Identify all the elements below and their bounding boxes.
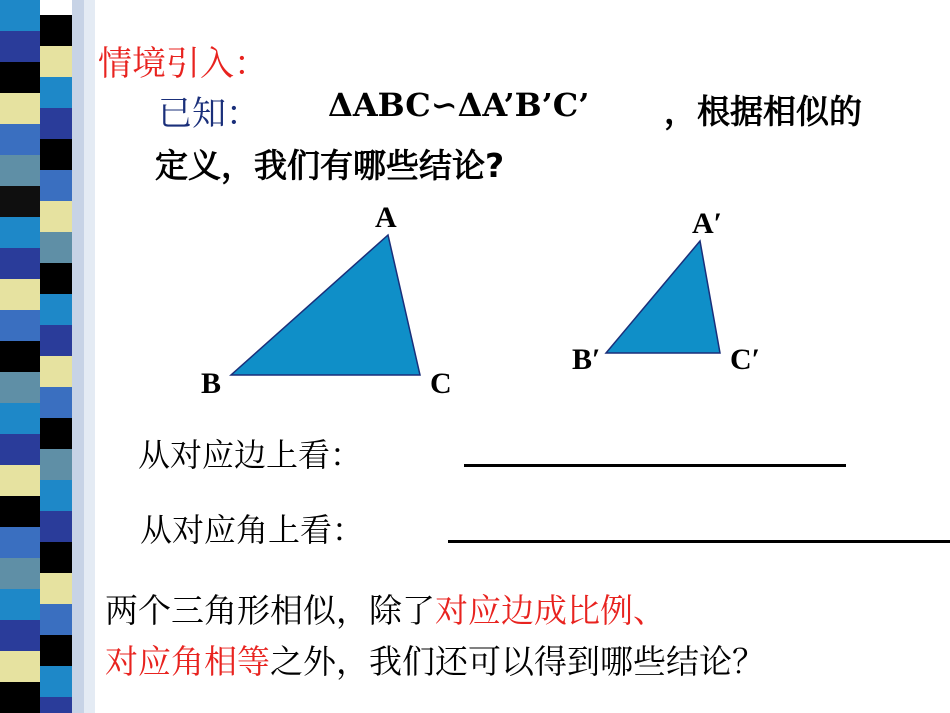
given-label: 已知： bbox=[158, 94, 260, 134]
vertex-a-label: A bbox=[375, 201, 397, 234]
conclusion-line1 bbox=[105, 585, 666, 632]
conclusion-text-2: 之外，我们还可以得到哪些结论？ bbox=[270, 642, 765, 681]
vertex-a-prime-label: A′ bbox=[692, 207, 723, 240]
answer-blank-angles bbox=[448, 540, 950, 543]
conclusion-highlight-2: 对应角相等 bbox=[105, 642, 270, 681]
answer-blank-sides bbox=[464, 464, 846, 467]
conclusion-line2 bbox=[105, 636, 765, 683]
vertex-c-label: C bbox=[430, 367, 452, 400]
decorative-side-strip bbox=[0, 0, 95, 713]
conclusion-highlight-1: 对应边成比例、 bbox=[435, 591, 666, 630]
vertex-b-label: B bbox=[201, 367, 222, 400]
given-text-rest: ，根据相似的 bbox=[664, 92, 862, 131]
vertex-b-prime-label: B′ bbox=[572, 343, 601, 376]
triangle-abc bbox=[231, 235, 420, 375]
triangle-a-prime-b-prime-c-prime bbox=[606, 241, 720, 353]
slide-title: 情境引入： bbox=[98, 44, 268, 84]
vertex-c-prime-label: C′ bbox=[730, 343, 761, 376]
given-text-line2: 定义，我们有哪些结论? bbox=[155, 146, 505, 185]
similarity-relation: ΔABC∽ΔA’B’C’ bbox=[328, 86, 590, 124]
conclusion-text-1: 两个三角形相似，除了 bbox=[105, 591, 435, 630]
question-sides: 从对应边上看： bbox=[138, 436, 363, 474]
question-angles: 从对应角上看： bbox=[140, 511, 365, 549]
